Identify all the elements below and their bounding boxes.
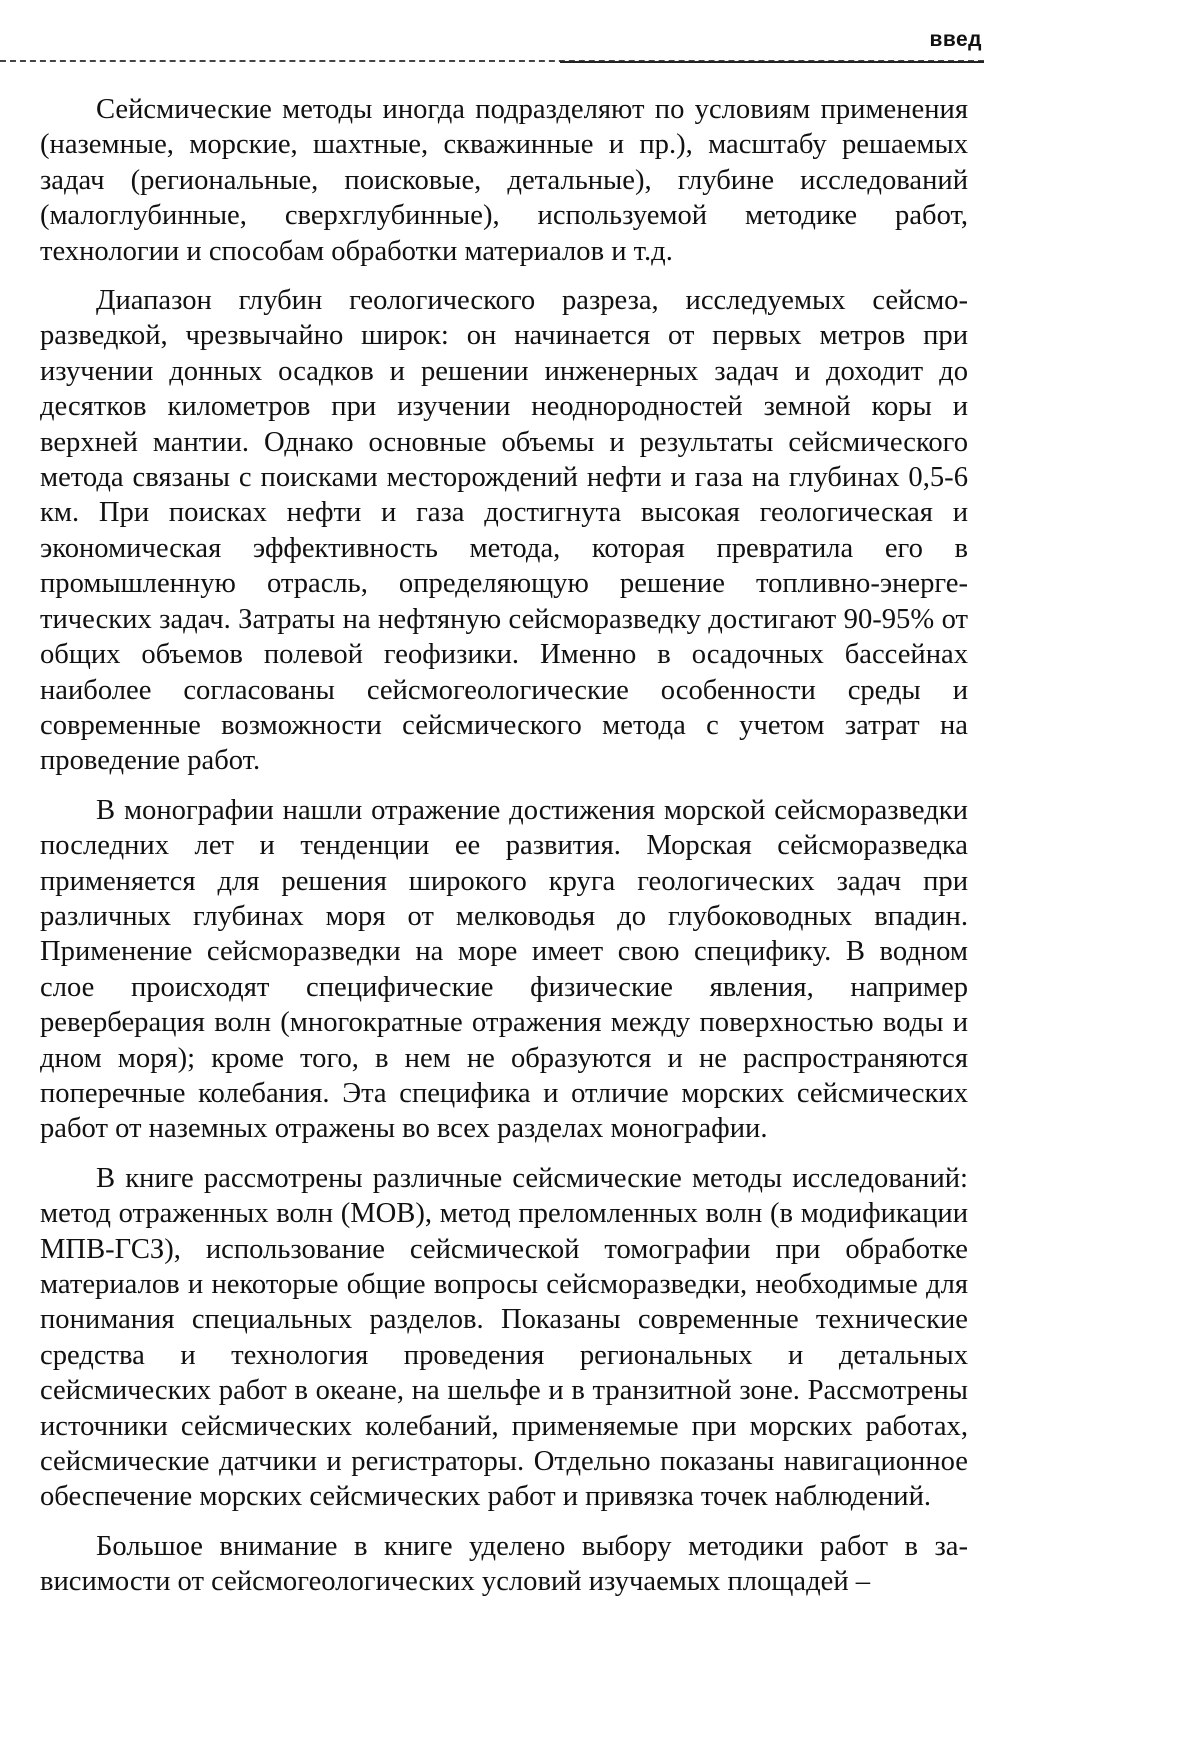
running-header: введ (929, 28, 982, 51)
paragraph: Сейсмические методы иногда подразделяют по условиям применения (наземные, морские, шахтные, скважинные и пр.), масштабу решаемых задач (региональные, поисковые, детальные), глубине исследований (малоглубинные, сверхглубинные), используемой методике работ, технологии и способам обработки материалов и т.д. (40, 94, 968, 267)
paragraph: Большое внимание в книге уделено выбору методики работ в зависимости от сейсмогеологических условий изучаемых площадей – (40, 1530, 968, 1598)
paragraph: Диапазон глубин геологического разреза, исследуемых сейсморазведкой, чрезвычайно широк: он начинается от первых метров при изучении донных осадков и решении инженерных задач и доходит до десятков километров при изучении неоднородностей земной коры и верхней мантии. Однако основные объемы и результаты сейсмического метода связаны с поисками месторождений нефти и газа на глубинах 0,5-6 км. При поисках нефти и газа достигнута высокая геологическая и экономическая эффективность метода, которая превратила его в промышленную отрасль, определяющую решение топливно-энергетических задач. Затраты на нефтяную сейсморазведку достигают 90-95% от общих объемов полевой геофизики. Именно в осадочных бассейнах наиболее согласованы сейсмогеологические особенности среды и современные возможности сейсмического метода с учетом затрат на проведение работ. (40, 285, 968, 777)
paragraph: В книге рассмотрены различные сейсмические методы исследований: метод отраженных волн (МОВ), метод преломленных волн (в модификации МПВ-ГСЗ), использование сейсмической томографии при обработке материалов и некоторые общие вопросы сейсморазведки, необходимые для понимания специальных разделов. Показаны современные технические средства и технология проведения региональных и детальных сейсмических работ в океане, на шельфе и в транзитной зоне. Рассмотрены источники сейсмических колебаний, применяемые при морских работах, сейсмические датчики и регистраторы. Отдельно показаны навигационное обеспечение морских сейсмических работ и привязка точек наблюдений. (40, 1162, 968, 1513)
header-rule-solid (560, 61, 984, 63)
paragraph: В монографии нашли отражение достижения морской сейсморазведки последних лет и тенденции ее развития. Морская сейсморазведка применяется для решения широкого круга геологических задач при различных глубинах моря от мелководья до глубоководных впадин. Применение сейсморазведки на море имеет свою специфику. В водном слое происходят специфические физические явления, например реверберация волн (многократные отражения между поверхностью воды и дном моря); кроме того, в нем не образуются и не распространяются поперечные колебания. Эта специфика и отличие морских сейсмических работ от наземных отражены во всех разделах монографии. (40, 794, 968, 1145)
body-text (40, 92, 968, 1614)
